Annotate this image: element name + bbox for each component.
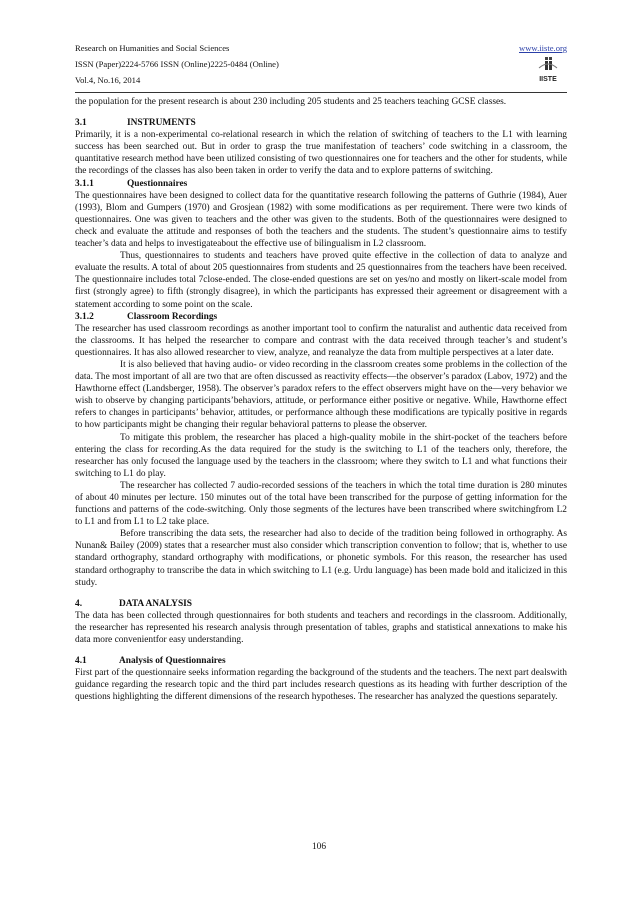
paragraph: The questionnaires have been designed to collect data for the quantitative research following the patterns of Guthrie (1984), Auer (1993), Blom and Gumpers (1970) and Grosjean (1982) with some modifications as per requirement. There were two kinds of questionnaires. One was given to teachers and the other was given to the students. Both of the questionnaires were designed to check and evaluate the attitude and responses of both the teachers and the students. The student’s questionnaire aims to testify teacher’s data and helps to investigateabout the effective use of bilingualism in L2 classroom. bbox=[75, 190, 567, 250]
section-heading-3-1-2: 3.1.2 Classroom Recordings bbox=[75, 311, 218, 322]
paragraph: The data has been collected through questionnaires for both students and teachers and recordings in the classroom. Additionally, the researcher has represented his research analysis through presentation of tables, graphs and statistical annexations to make his data more convenientfor easy understanding. bbox=[75, 610, 567, 646]
section-heading-3-1-1: 3.1.1 Questionnaires bbox=[75, 178, 188, 189]
journal-url-link[interactable]: www.iiste.org bbox=[519, 43, 567, 53]
paragraph: Primarily, it is a non-experimental co-relational research in which the relation of switching of teachers to the L1 with learning success has been searched out. But in order to grasp the true manifestation of teachers’ code switching in a classroom, the quantitative research method have been utilized consisting of two questionnaires one for teachers and the other for students, while the recordings of the classes has also been taken in order to verify the data and to explore patterns of switching. bbox=[75, 130, 567, 177]
iiste-logo-icon bbox=[537, 56, 559, 84]
journal-name: Research on Humanities and Social Sciences bbox=[75, 43, 230, 53]
volume-line: Vol.4, No.16, 2014 bbox=[75, 75, 141, 85]
page-number: 106 bbox=[311, 842, 327, 852]
section-heading-3-1: 3.1 INSTRUMENTS bbox=[75, 118, 196, 129]
paragraph: To mitigate this problem, the researcher has placed a high-quality mobile in the shirt-pocket of the teachers before entering the class for recording.As the data required for the study is the switching to L1 of the teachers only, therefore, the researcher has only focused the language used by the teachers in the classroom; where they switch to L1 and what functions their switching to L1 do play. bbox=[75, 432, 567, 479]
paragraph: First part of the questionnaire seeks information regarding the background of the students and the teachers. The next part dealswith guidance regarding the research topic and the third part includes research questions as its heading with further description of the questions highlighting the different dimensions of the research hypotheses. The researcher has analyzed the questions separately. bbox=[75, 668, 567, 703]
logo-text: IISTE bbox=[539, 76, 557, 83]
paragraph: Thus, questionnaires to students and teachers have proved quite effective in the collection of data to analyze and evaluate the results. A total of about 205 questionnaires from students and 25 questionnaires from the teachers have been received. The questionnaire includes total 7close-ended. The close-ended questions are set on yes/no and mostly on likert-scale model from first (strongly agree) to fifth (strongly disagree), in which the participants has expressed their agreement or disagreement with a statement according to some point on the scale. bbox=[75, 251, 567, 310]
section-heading-4-1: 4.1 Analysis of Questionnaires bbox=[75, 656, 226, 667]
paragraph: the population for the present research is about 230 including 205 students and 25 teachers teaching GCSE classes. bbox=[75, 97, 507, 107]
paragraph: It is also believed that having audio- or video recording in the classroom creates some problems in the collection of the data. The most important of all are two that are often discussed as reactivity effects—the observer’s paradox (Labov, 1972) and the Hawthorne effect (Landsberger, 1958). The observer’s paradox refers to the effect observers might have on the—very behavior we wish to observe by changing participants’behaviors, attitude, or performance either positive or negative. While, Hawthorne effect refers to changes in participants’ behavior, attitudes, or performance although these modifications are typically positive in regards to how participants might be changing their regular behavioral patterns to please the observer. bbox=[75, 359, 567, 431]
paragraph: The researcher has used classroom recordings as another important tool to confirm the naturalist and authentic data received from the classrooms. It has helped the researcher to compare and contrast with the data received through teacher’s and student’s questionnaires. It has also allowed researcher to view, analyze, and reanalyze the data from multiple perspectives at a later date. bbox=[75, 323, 567, 358]
section-heading-4: 4. DATA ANALYSIS bbox=[75, 598, 193, 609]
issn-line: ISSN (Paper)2224-5766 ISSN (Online)2225-0484 (Online) bbox=[75, 59, 279, 69]
paragraph: Before transcribing the data sets, the researcher had also to decide of the tradition being followed in orthography. As Nunan& Bailey (2009) states that a researcher must also consider which transcription convention to follow; that is, whether to use standard orthography, standard orthography with modifications, or phonetic symbols. For this reason, the researcher has used standard orthography to transcribe the data in which switching to L1 (e.g. Urdu language) has been made bold and italicized in this study. bbox=[75, 529, 567, 588]
header-divider bbox=[75, 92, 567, 93]
article-body bbox=[75, 96, 567, 704]
paragraph: The researcher has collected 7 audio-recorded sessions of the teachers in which the total time duration is 280 minutes of about 40 minutes per lecture. 150 minutes out of the total have been transcribed for the purpose of getting information for the functions and patterns of the code-switching. Only those segments of the lectures have been transcribed where switchingfrom L2 to L1 and from L1 to L2 take place. bbox=[75, 480, 567, 528]
